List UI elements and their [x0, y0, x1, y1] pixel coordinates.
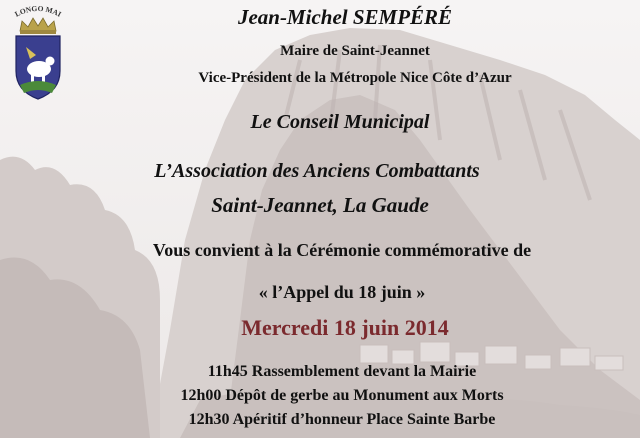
- metropole-title: Vice-Président de la Métropole Nice Côte d’Azur: [198, 70, 512, 86]
- association-line: L’Association des Anciens Combattants: [154, 160, 480, 182]
- event-date: Mercredi 18 juin 2014: [241, 315, 449, 340]
- crest-motto: LONGO MAI: [13, 3, 63, 19]
- council-line: Le Conseil Municipal: [250, 111, 430, 133]
- mayor-name: Jean-Michel SEMPÉRÉ: [237, 5, 453, 29]
- ceremony-name: « l’Appel du 18 juin »: [258, 282, 426, 302]
- schedule-item: 12h00 Dépôt de gerbe au Monument aux Morts: [180, 387, 504, 404]
- invite-line: Vous convient à la Cérémonie commémorative de: [152, 240, 532, 260]
- schedule-item: 11h45 Rassemblement devant la Mairie: [207, 363, 477, 380]
- towns-line: Saint-Jeannet, La Gaude: [211, 193, 429, 217]
- mayor-title: Maire de Saint-Jeannet: [280, 43, 430, 59]
- schedule-item: 12h30 Apéritif d’honneur Place Sainte Barbe: [188, 411, 496, 428]
